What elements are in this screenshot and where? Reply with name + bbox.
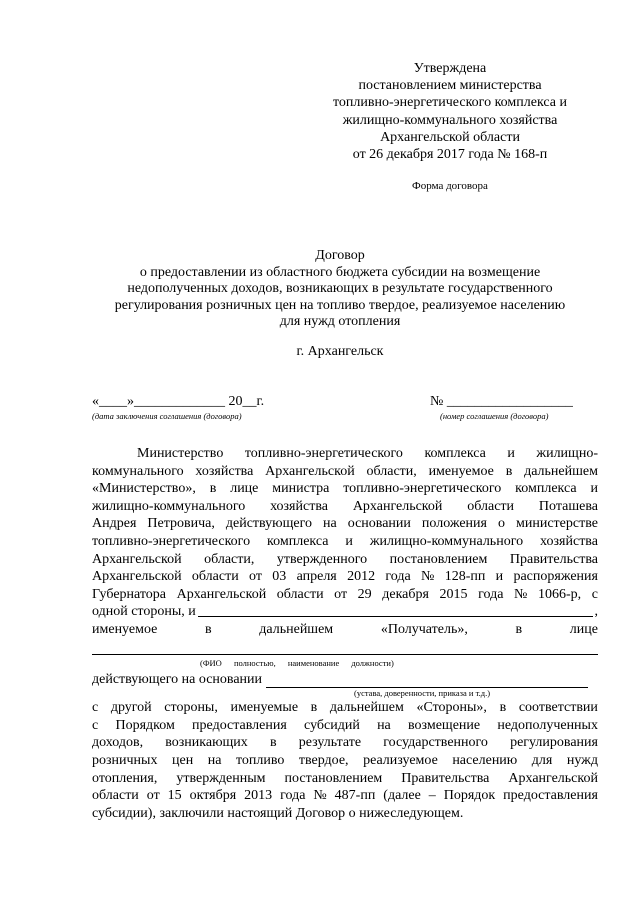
word: постановлением bbox=[389, 551, 488, 567]
word: соответствии bbox=[518, 700, 598, 716]
date-line: «____»_____________ 20__г. bbox=[92, 394, 265, 409]
word: области bbox=[92, 788, 139, 804]
word: и bbox=[507, 446, 515, 461]
title-line: о предоставлении из областного бюджета субсидии на возмещение bbox=[139, 264, 541, 280]
word: комплекса bbox=[267, 533, 329, 549]
word: о bbox=[497, 516, 505, 532]
word: области, bbox=[204, 551, 255, 567]
word: с bbox=[92, 700, 99, 716]
text-line bbox=[92, 445, 598, 463]
basis-caption: (устава, доверенности, приказа и т.д.) bbox=[354, 688, 491, 699]
word: в bbox=[499, 700, 507, 716]
word: Поташева bbox=[538, 498, 598, 514]
word: стороны, bbox=[164, 700, 218, 716]
word: именуемые bbox=[230, 700, 299, 716]
word: на bbox=[207, 752, 222, 768]
word: года bbox=[385, 569, 411, 585]
word: утвержденного bbox=[276, 551, 368, 567]
word: субсидий bbox=[304, 717, 360, 733]
approval-line: жилищно-коммунального хозяйства bbox=[342, 112, 558, 128]
word: жилищно- bbox=[536, 446, 598, 461]
number-line: № __________________ bbox=[430, 394, 573, 409]
word: реализуемое bbox=[363, 752, 438, 768]
word: 487-пп bbox=[334, 788, 376, 804]
word: Архангельской bbox=[508, 770, 598, 786]
word: на bbox=[323, 516, 337, 532]
word: министра bbox=[272, 481, 330, 497]
text-line bbox=[92, 752, 598, 770]
approval-line: от 26 декабря 2017 года № 168-п bbox=[352, 147, 548, 163]
word: цен bbox=[171, 752, 194, 768]
contract-body bbox=[92, 445, 598, 822]
word: другой bbox=[110, 700, 152, 716]
word: Порядком bbox=[115, 717, 175, 733]
word: в bbox=[505, 463, 513, 479]
word: результате bbox=[298, 735, 362, 751]
word: «Получатель», bbox=[380, 621, 468, 637]
word: на bbox=[377, 717, 391, 733]
word: предоставления bbox=[192, 717, 287, 733]
word: возмещение bbox=[408, 717, 481, 733]
paragraph-terms bbox=[92, 699, 598, 805]
word: Андрея bbox=[92, 516, 137, 532]
word: возникающих bbox=[165, 735, 248, 751]
word: комплекса bbox=[424, 446, 486, 461]
word: в bbox=[209, 481, 217, 497]
word: декабря bbox=[382, 586, 429, 602]
word: комплекса bbox=[515, 481, 577, 497]
word: в bbox=[515, 621, 523, 637]
word: года bbox=[280, 788, 306, 804]
word: топливо bbox=[235, 752, 285, 768]
word: 2013 bbox=[244, 788, 273, 804]
word: действующего bbox=[225, 516, 313, 532]
word: и bbox=[495, 569, 504, 585]
text-line bbox=[92, 480, 598, 498]
title-line: Договор bbox=[315, 248, 365, 263]
form-label: Форма договора bbox=[412, 180, 488, 192]
word: в bbox=[269, 735, 277, 751]
basis-label: действующего на основании bbox=[92, 671, 263, 687]
word: области, bbox=[366, 463, 417, 479]
word: основании bbox=[347, 516, 411, 532]
word: утвержденным bbox=[176, 770, 266, 786]
word: «Стороны», bbox=[416, 700, 487, 716]
word: регулирования bbox=[510, 735, 598, 751]
word: «Министерство», bbox=[92, 481, 196, 497]
word: именуемое bbox=[428, 463, 494, 479]
word: Губернатора bbox=[92, 586, 167, 602]
word: № bbox=[514, 586, 528, 602]
word: твердое, bbox=[298, 752, 349, 768]
word: Архангельской bbox=[265, 463, 355, 479]
word: Порядок bbox=[443, 788, 496, 804]
word: Архангельской bbox=[92, 551, 182, 567]
word: топливно-энергетического bbox=[244, 446, 403, 461]
document-title bbox=[80, 248, 600, 331]
approval-line: Утверждена bbox=[413, 61, 487, 76]
approval-block bbox=[300, 60, 600, 163]
text-line bbox=[92, 734, 598, 752]
text-line bbox=[92, 787, 598, 805]
word: министерстве bbox=[515, 516, 598, 532]
recipient-name-blank[interactable] bbox=[198, 603, 593, 617]
approval-line: постановлением министерства bbox=[358, 78, 542, 94]
word: 1066-р, bbox=[537, 586, 582, 602]
word: хозяйства bbox=[270, 498, 328, 514]
word: от bbox=[334, 586, 348, 602]
word: распоряжения bbox=[513, 569, 598, 585]
word: для bbox=[531, 752, 553, 768]
word: Архангельской bbox=[352, 498, 443, 514]
text-line bbox=[92, 770, 598, 788]
text-line bbox=[92, 551, 598, 569]
word: дальнейшем bbox=[524, 463, 598, 479]
basis-line bbox=[92, 671, 598, 689]
word: розничных bbox=[92, 752, 158, 768]
title-line: регулирования розничных цен на топливо твердое, реализуемое населению bbox=[114, 297, 566, 313]
word: Правительства bbox=[509, 551, 598, 567]
date-caption: (дата заключения соглашения (договора) bbox=[92, 411, 242, 421]
word: именуемое bbox=[92, 621, 158, 637]
word: Правительства bbox=[401, 770, 490, 786]
word: населению bbox=[452, 752, 518, 768]
word: хозяйства bbox=[540, 533, 598, 549]
word: и bbox=[590, 481, 598, 497]
word: области bbox=[467, 498, 515, 514]
word: отопления, bbox=[92, 770, 158, 786]
word: октября bbox=[189, 788, 237, 804]
text-line bbox=[92, 498, 598, 516]
text-line bbox=[92, 717, 598, 735]
title-line: недополученных доходов, возникающих в результате государственного bbox=[127, 281, 553, 297]
word: № bbox=[421, 569, 435, 585]
paragraph-terms-last-line: субсидии), заключили настоящий Договор о нижеследующем. bbox=[92, 805, 464, 821]
word: области bbox=[276, 586, 324, 602]
text-line bbox=[92, 515, 598, 533]
word: области bbox=[191, 569, 239, 585]
word: 128-пп bbox=[444, 569, 486, 585]
word: и bbox=[345, 533, 353, 549]
word: 29 bbox=[357, 586, 372, 602]
word: 2015 bbox=[439, 586, 468, 602]
word: лице bbox=[569, 621, 598, 637]
word: жилищно-коммунального bbox=[369, 533, 524, 549]
word: в bbox=[205, 621, 212, 637]
word: дальнейшем bbox=[259, 621, 334, 637]
word: лице bbox=[230, 481, 259, 497]
basis-blank[interactable] bbox=[266, 674, 588, 688]
named-line bbox=[92, 621, 598, 639]
word: государственного bbox=[383, 735, 488, 751]
word: (далее bbox=[383, 788, 421, 804]
fio-caption: (ФИО полностью, наименование должности) bbox=[200, 657, 394, 668]
word: жилищно-коммунального bbox=[92, 498, 246, 514]
word: Архангельской bbox=[176, 586, 267, 602]
word: от bbox=[146, 788, 160, 804]
word: 2012 bbox=[347, 569, 376, 585]
text-line bbox=[92, 533, 598, 551]
word: нужд bbox=[566, 752, 598, 768]
word: 03 bbox=[272, 569, 287, 585]
word: – bbox=[428, 788, 436, 804]
word: Министерство bbox=[137, 446, 224, 461]
word: постановлением bbox=[284, 770, 383, 786]
word: коммунального bbox=[92, 463, 184, 479]
word: доходов, bbox=[92, 735, 144, 751]
fio-blank[interactable] bbox=[92, 641, 598, 655]
word: хозяйства bbox=[195, 463, 254, 479]
word: от bbox=[249, 569, 262, 585]
approval-line: Архангельской области bbox=[380, 129, 520, 145]
text-line bbox=[92, 463, 598, 481]
word: топливно-энергетического bbox=[343, 481, 502, 497]
paragraph-parties bbox=[92, 445, 598, 603]
one-side-text: одной стороны, и bbox=[92, 604, 196, 620]
word: Петровича, bbox=[147, 516, 215, 532]
number-caption: (номер соглашения (договора) bbox=[440, 411, 549, 421]
text-line bbox=[92, 568, 598, 586]
city-label: г. Архангельск bbox=[296, 344, 384, 359]
text-line bbox=[92, 586, 598, 604]
word: года bbox=[478, 586, 504, 602]
word: предоставления bbox=[503, 788, 598, 804]
word: с bbox=[92, 717, 99, 733]
word: апреля bbox=[296, 569, 337, 585]
word: с bbox=[591, 586, 598, 602]
word: Архангельской bbox=[92, 569, 182, 585]
word: в bbox=[310, 700, 318, 716]
text-line bbox=[92, 699, 598, 717]
one-side-comma: , bbox=[594, 604, 598, 620]
word: дальнейшем bbox=[329, 700, 404, 716]
word: топливно-энергетического bbox=[92, 533, 251, 549]
word: положения bbox=[421, 516, 487, 532]
word: № bbox=[313, 788, 327, 804]
title-line: для нужд отопления bbox=[279, 314, 401, 330]
approval-line: топливно-энергетического комплекса и bbox=[333, 95, 567, 111]
word: недополученных bbox=[497, 717, 598, 733]
one-side-line bbox=[92, 603, 598, 621]
word: 15 bbox=[167, 788, 182, 804]
